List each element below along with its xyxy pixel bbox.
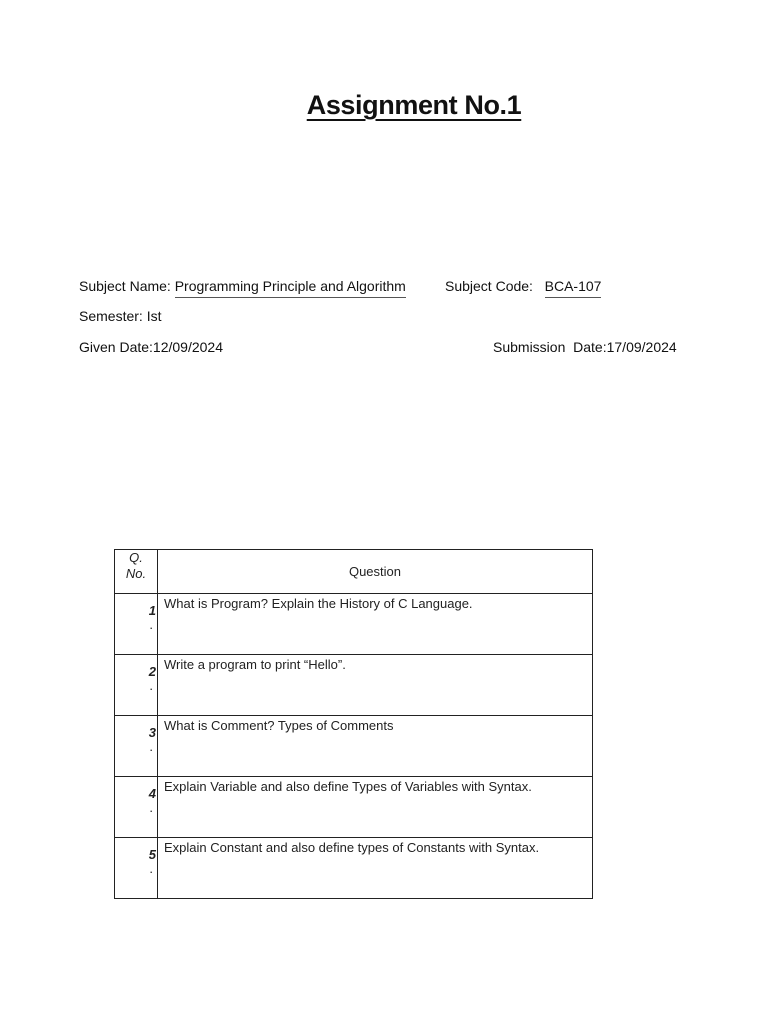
table-row bbox=[115, 594, 593, 655]
question-number-dot: . bbox=[149, 678, 153, 693]
subject-code-label: Subject Code: bbox=[445, 278, 533, 294]
question-number-cell bbox=[115, 716, 158, 777]
question-text: Explain Constant and also define types of Constants with Syntax. bbox=[158, 838, 593, 899]
question-text: Explain Variable and also define Types of Variables with Syntax. bbox=[158, 777, 593, 838]
table-header-row bbox=[115, 550, 593, 594]
q-no-header-line2: No. bbox=[125, 566, 147, 581]
q-no-header bbox=[115, 550, 158, 594]
question-number-cell bbox=[115, 777, 158, 838]
subject-code-value: BCA-107 bbox=[545, 277, 602, 298]
question-number: 2 bbox=[148, 664, 156, 679]
question-number-dot: . bbox=[149, 800, 153, 815]
question-header: Question bbox=[158, 550, 593, 594]
semester-text: Semester: Ist bbox=[79, 308, 162, 324]
question-number: 3 bbox=[148, 725, 156, 740]
question-number-dot: . bbox=[149, 739, 153, 754]
q-no-header-line1: Q. bbox=[129, 550, 143, 565]
given-date-text: Given Date:12/09/2024 bbox=[79, 339, 223, 355]
subject-name-value: Programming Principle and Algorithm bbox=[175, 277, 406, 298]
question-number-cell bbox=[115, 655, 158, 716]
question-number-cell bbox=[115, 594, 158, 655]
questions-table bbox=[114, 549, 593, 899]
question-number-dot: . bbox=[149, 861, 153, 876]
question-number-cell bbox=[115, 838, 158, 899]
assignment-title: Assignment No.1 bbox=[306, 90, 522, 120]
subject-name-row bbox=[79, 277, 406, 298]
question-text: What is Program? Explain the History of C Language. bbox=[158, 594, 593, 655]
question-number-dot: . bbox=[149, 617, 153, 632]
table-row bbox=[115, 716, 593, 777]
question-text: What is Comment? Types of Comments bbox=[158, 716, 593, 777]
subject-name-label: Subject Name: bbox=[79, 278, 171, 294]
subject-code-row bbox=[445, 277, 601, 298]
table-row bbox=[115, 655, 593, 716]
question-number: 1 bbox=[148, 603, 156, 618]
question-number: 4 bbox=[148, 786, 156, 801]
question-number: 5 bbox=[148, 847, 156, 862]
table-row bbox=[115, 777, 593, 838]
question-text: Write a program to print “Hello”. bbox=[158, 655, 593, 716]
table-row bbox=[115, 838, 593, 899]
submission-date-text: Submission Date:17/09/2024 bbox=[493, 339, 677, 355]
